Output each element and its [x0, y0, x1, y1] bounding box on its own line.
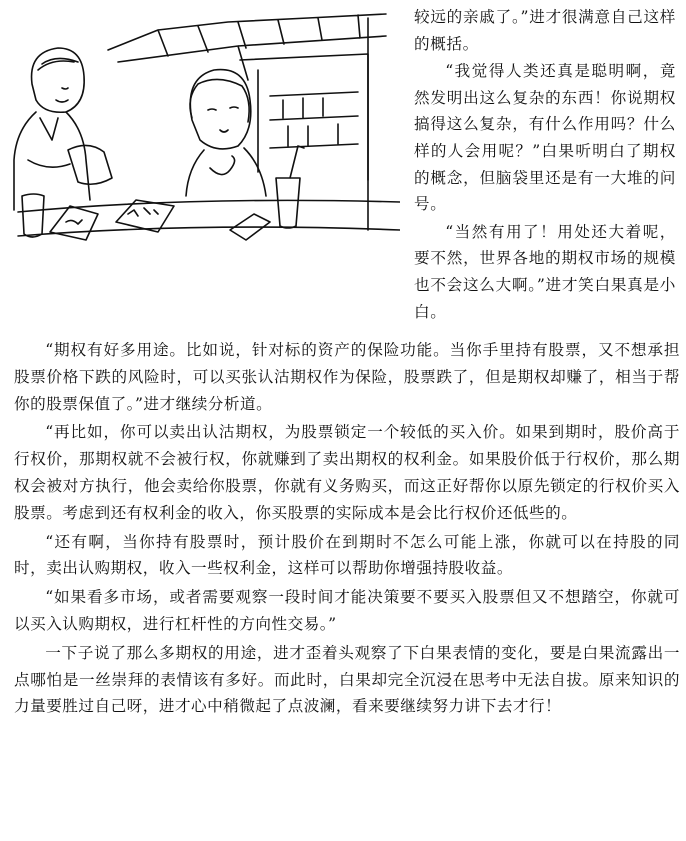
side-paragraph-1: 较远的亲戚了。”进才很满意自己这样的概括。: [414, 8, 676, 53]
main-paragraph-3: “还有啊，当你持有股票时，预计股价在到期时不怎么可能上涨，你就可以在持股的同时，卖出认购期权，收入一些权利金，这样可以帮助你增强持股收益。: [14, 532, 680, 578]
side-paragraph-3: “当然有用了！用处还大着呢，要不然，世界各地的期权市场的规模也不会这么大啊。”进才笑白果真是小白。: [414, 222, 676, 321]
girl-figure: [186, 70, 266, 196]
main-paragraph-5: 一下子说了那么多期权的用途，进才歪着头观察了下白果表情的变化，要是白果流露出一点哪怕是一丝崇拜的表情该有多好。而此时，白果却完全沉浸在思考中无法自拔。原来知识的力量要胜过自己呀，进才心中稍微起了点波澜，看来要继续努力讲下去才行！: [14, 643, 680, 716]
main-paragraph-4: “如果看多市场，或者需要观察一段时间才能决策要不要买入股票但又不想踏空，你就可以买入认购期权，进行杠杆性的方向性交易。”: [14, 588, 680, 633]
cup: [22, 194, 44, 237]
table: [18, 200, 400, 236]
glass: [276, 146, 304, 228]
main-paragraph-2: “再比如，你可以卖出认沽期权，为股票锁定一个较低的买入价。如果到期时，股价高于行权价，那期权就不会被行权，你就赚到了卖出期权的权利金。如果股价低于行权价，那么期权会被对方执行，他会卖给你股票，你就有义务购买，而这正好帮你以原先锁定的行权价买入股票。考虑到还有权利金的收入，你买股票的实际成本是会比行权价还低些的。: [14, 423, 680, 522]
boy-figure: [14, 48, 112, 210]
ceiling-grid: [108, 14, 386, 80]
main-column: [14, 337, 680, 722]
back-wall: [240, 54, 368, 180]
cartoon-illustration: [8, 0, 400, 258]
side-column: [414, 4, 676, 326]
main-paragraph-1: “期权有好多用途。比如说，针对标的资产的保险功能。当你手里持有股票，又不想承担股票价格下跌的风险时，可以买张认沽期权作为保险，股票跌了，但是期权却赚了，相当于帮你的股票保值了。”进才继续分析道。: [14, 341, 680, 413]
side-paragraph-2: “我觉得人类还真是聪明啊，竟然发明出这么复杂的东西！你说期权搞得这么复杂，有什么作用吗？什么样的人会用呢？”白果听明白了期权的概念，但脑袋里还是有一大堆的问号。: [414, 62, 676, 214]
paper-left: [50, 206, 98, 240]
